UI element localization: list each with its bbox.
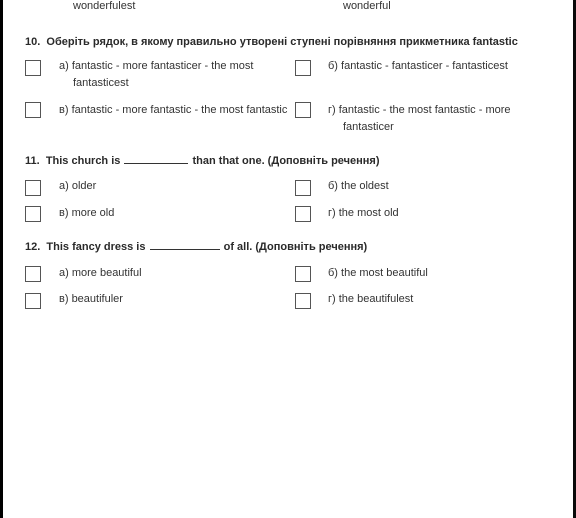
- question-11: [25, 153, 380, 169]
- option-q11-a: а) older: [59, 180, 97, 192]
- question-prompt-start: This fancy dress is: [46, 241, 146, 253]
- option-q10-b: б) fantastic - fantasticer - fantasticest: [328, 60, 508, 72]
- prev-option-right: wonderful: [343, 0, 391, 12]
- question-prompt-end: than that one. (Доповніть речення): [192, 155, 380, 167]
- checkbox-q10-b[interactable]: [295, 60, 311, 76]
- option-q12-a: а) more beautiful: [59, 267, 142, 279]
- question-number: 11.: [25, 155, 40, 167]
- checkbox-q10-c[interactable]: [25, 102, 41, 118]
- answer-blank: [124, 154, 188, 164]
- option-q10-c: в) fantastic - more fantastic - the most fantastic: [59, 104, 288, 116]
- question-number: 10.: [25, 36, 41, 48]
- checkbox-q11-a[interactable]: [25, 180, 41, 196]
- checkbox-q11-c[interactable]: [25, 206, 41, 222]
- question-prompt: Оберіть рядок, в якому правильно утворені ступені порівняння прикметника fantastic: [46, 36, 518, 48]
- checkbox-q10-a[interactable]: [25, 60, 41, 76]
- left-edge-bar: [0, 0, 3, 518]
- option-q12-c: в) beautifuler: [59, 293, 123, 305]
- checkbox-q12-b[interactable]: [295, 266, 311, 282]
- question-10: [25, 34, 518, 50]
- prev-option-left: wonderfulest: [73, 0, 136, 12]
- option-q10-d: г) fantastic - the most fantastic - more: [328, 104, 511, 116]
- question-prompt-end: of all. (Доповніть речення): [223, 241, 368, 253]
- option-q10-a-continued: fantasticest: [73, 77, 129, 89]
- option-q10-a: а) fantastic - more fantasticer - the most: [59, 60, 254, 72]
- checkbox-q11-d[interactable]: [295, 206, 311, 222]
- question-number: 12.: [25, 241, 41, 253]
- answer-blank: [150, 240, 220, 250]
- question-prompt-start: This church is: [45, 155, 121, 167]
- option-q11-c: в) more old: [59, 207, 115, 219]
- option-q11-b: б) the oldest: [328, 180, 389, 192]
- option-q12-d: г) the beautifulest: [328, 293, 414, 305]
- checkbox-q12-c[interactable]: [25, 293, 41, 309]
- checkbox-q12-d[interactable]: [295, 293, 311, 309]
- option-q12-b: б) the most beautiful: [328, 267, 428, 279]
- option-q10-d-continued: fantasticer: [343, 121, 394, 133]
- checkbox-q10-d[interactable]: [295, 102, 311, 118]
- checkbox-q11-b[interactable]: [295, 180, 311, 196]
- question-12: [25, 239, 367, 255]
- option-q11-d: г) the most old: [328, 207, 399, 219]
- checkbox-q12-a[interactable]: [25, 266, 41, 282]
